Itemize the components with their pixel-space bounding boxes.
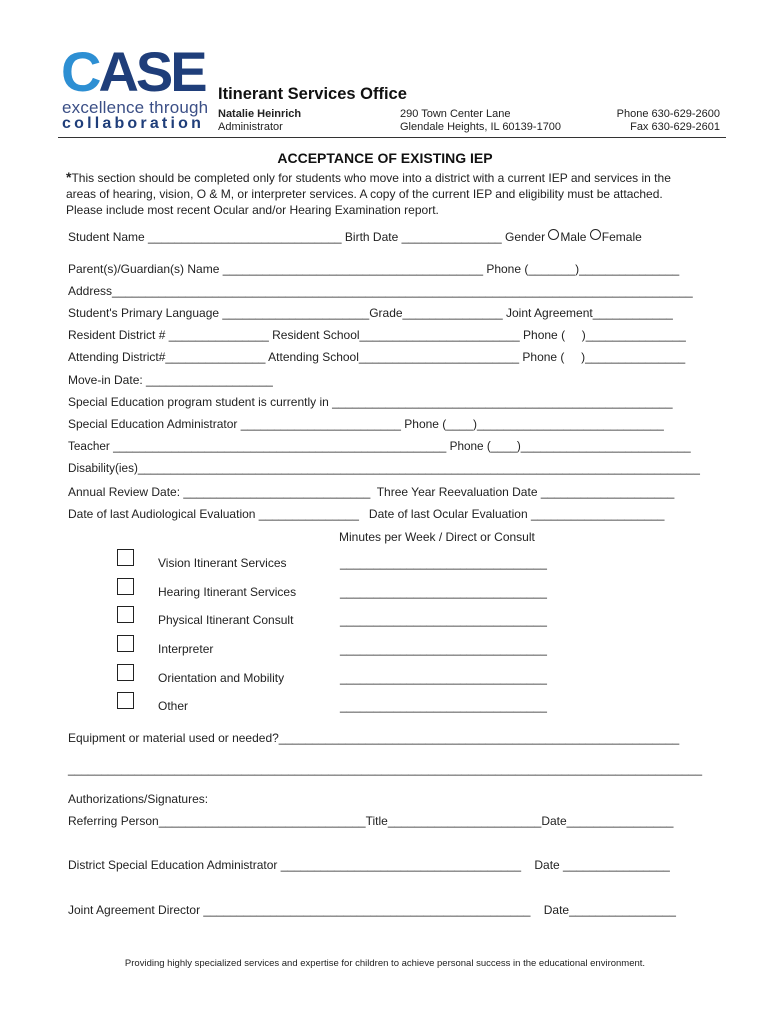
admin-role: Administrator <box>218 121 283 133</box>
logo-letters-ase: ASE <box>98 40 205 103</box>
service-minutes-interpreter[interactable]: _______________________________ <box>340 642 547 656</box>
teacher-field[interactable]: Teacher ___________________________________________________ Phone (____)__________________________ <box>68 440 691 453</box>
interpreter-checkbox[interactable] <box>117 635 134 652</box>
address-field[interactable]: Address_______________________________________________________________________________________ <box>68 284 693 298</box>
header-divider <box>58 137 726 138</box>
service-minutes-vision[interactable]: _______________________________ <box>340 556 547 570</box>
form-title: ACCEPTANCE OF EXISTING IEP <box>277 150 493 166</box>
services-heading: Minutes per Week / Direct or Consult <box>339 530 535 544</box>
signatures-heading: Authorizations/Signatures: <box>68 792 209 806</box>
service-minutes-physical[interactable]: _______________________________ <box>340 613 547 627</box>
address-line-2: Glendale Heights, IL 60139-1700 <box>400 121 562 133</box>
move-in-date-field[interactable]: Move-in Date: ___________________ <box>68 373 273 387</box>
intro-paragraph <box>66 169 686 218</box>
audiological-eval-field[interactable]: Date of last Audiological Evaluation _______________ Date of last Ocular Evaluation ____________________ <box>68 507 665 521</box>
logo-tagline-1: excellence through <box>62 98 209 117</box>
service-label-vision: Vision Itinerant Services <box>158 556 287 570</box>
intro-asterisk: * <box>66 169 72 185</box>
logo-tagline-2: collaboration <box>62 115 205 132</box>
administrator-field[interactable]: Special Education Administrator ________________________ Phone (____)____________________________ <box>68 417 664 431</box>
office-title: Itinerant Services Office <box>218 85 407 103</box>
student-info-row <box>68 229 642 244</box>
male-label: Male <box>560 230 587 244</box>
logo-letter-c: C <box>61 40 99 103</box>
annual-review-field[interactable]: Annual Review Date: ____________________________ Three Year Reevaluation Date ____________________ <box>68 485 675 499</box>
case-logo <box>61 40 205 103</box>
service-minutes-orientation[interactable]: _______________________________ <box>340 671 547 685</box>
service-label-interpreter: Interpreter <box>158 642 214 656</box>
service-label-orientation: Orientation and Mobility <box>158 671 285 685</box>
address-line-1: 290 Town Center Lane <box>400 108 511 120</box>
female-radio[interactable] <box>590 229 601 240</box>
service-label-physical: Physical Itinerant Consult <box>158 613 294 627</box>
intro-text: This section should be completed only for students who move into a district with a current IEP and services in the areas of hearing, vision, O & M, or interpreter services. A copy of the current IEP and eligibility must be attached. Please include most recent Ocular and/or Hearing Examination report. <box>66 171 671 217</box>
service-minutes-other[interactable]: _______________________________ <box>340 699 547 713</box>
equipment-field-line-2[interactable]: _______________________________________________________________________________________________ <box>68 762 703 776</box>
other-checkbox[interactable] <box>117 692 134 709</box>
service-minutes-hearing[interactable]: _______________________________ <box>340 585 547 599</box>
program-field[interactable]: Special Education program student is currently in ___________________________________________________ <box>68 395 673 409</box>
physical-checkbox[interactable] <box>117 606 134 623</box>
attending-district-field[interactable]: Attending District#_______________ Attending School________________________ Phone ( )_______________ <box>68 350 686 364</box>
vision-checkbox[interactable] <box>117 549 134 566</box>
fax-number: Fax 630-629-2601 <box>630 121 720 133</box>
parents-field[interactable]: Parent(s)/Guardian(s) Name _______________________________________ Phone (_______)_______________ <box>68 262 680 276</box>
hearing-checkbox[interactable] <box>117 578 134 595</box>
language-field[interactable]: Student's Primary Language ______________________Grade_______________ Joint Agreement____________ <box>68 306 673 320</box>
service-label-hearing: Hearing Itinerant Services <box>158 585 297 599</box>
equipment-field[interactable]: Equipment or material used or needed?____________________________________________________________ <box>68 731 680 745</box>
phone-number: Phone 630-629-2600 <box>616 108 720 120</box>
disability-field[interactable]: Disability(ies)______________________________________________________________________________________ <box>68 462 700 475</box>
orientation-checkbox[interactable] <box>117 664 134 681</box>
service-label-other: Other <box>158 699 189 713</box>
admin-name: Natalie Heinrich <box>218 108 302 120</box>
joint-agreement-director-field[interactable]: Joint Agreement Director _________________________________________________ Date________________ <box>68 903 676 917</box>
resident-district-field[interactable]: Resident District # _______________ Resident School________________________ Phone ( )_______________ <box>68 328 686 342</box>
male-radio[interactable] <box>548 229 559 240</box>
footer-tagline: Providing highly specialized services and expertise for children to achieve personal success in the educational environment. <box>124 958 646 969</box>
referring-person-field[interactable]: Referring Person_______________________________Title_______________________Date________________ <box>68 814 674 828</box>
student-name-field[interactable]: Student Name _____________________________ Birth Date _______________ Gender <box>68 230 549 244</box>
female-label: Female <box>601 230 642 244</box>
district-admin-signature-field[interactable]: District Special Education Administrator ____________________________________ Date ________________ <box>68 858 670 872</box>
